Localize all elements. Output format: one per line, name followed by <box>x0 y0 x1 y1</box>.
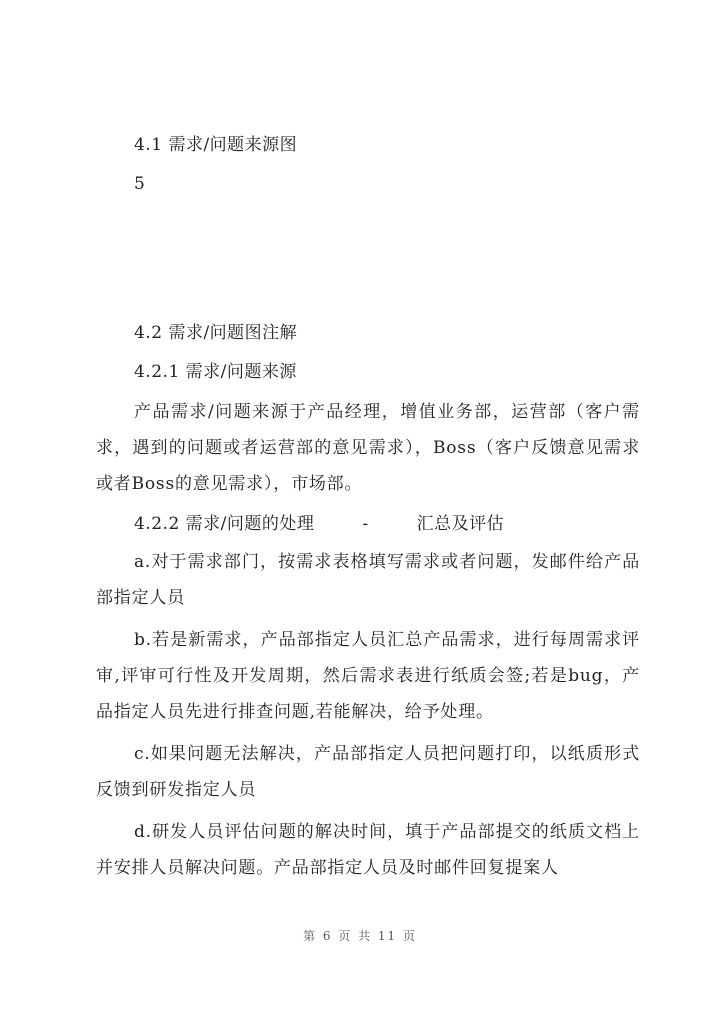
section-heading: 4.2 需求/问题图注解 <box>134 323 298 343</box>
list-item: a.对于需求部门，按需求表格填写需求或者问题，发邮件给产品部指定人员 <box>96 552 640 608</box>
paragraph-sources: 产品需求/问题来源于产品经理，增值业务部，运营部（客户需求，遇到的问题或者运营部的意见需求），Boss（客户反馈意见需求或者Boss的意见需求），市场部。 <box>96 402 640 494</box>
subsection-heading-processing <box>134 513 504 535</box>
page-footer: 第 6 页 共 11 页 <box>303 929 417 943</box>
subsection-heading-sources: 4.2.1 需求/问题来源 <box>134 362 297 382</box>
subsection-heading-processing-suffix: 汇总及评估 <box>416 514 505 534</box>
list-item: c.如果问题无法解决，产品部指定人员把问题打印，以纸质形式反馈到研发指定人员 <box>96 744 640 800</box>
list-item: b.若是新需求，产品部指定人员汇总产品需求，进行每周需求评审,评审可行性及开发周期，然后需求表进行纸质会签;若是bug，产品指定人员先进行排查问题,若能解决，给予处理。 <box>96 630 640 722</box>
figure-number: 5 <box>134 174 146 194</box>
heading-dash: - <box>362 514 369 534</box>
list-item: d.研发人员评估问题的解决时间，填于产品部提交的纸质文档上并安排人员解决问题。产品部指定人员及时邮件回复提案人 <box>96 822 640 878</box>
figure-caption: 4.1 需求/问题来源图 <box>134 135 298 155</box>
subsection-heading-processing-label: 4.2.2 需求/问题的处理 <box>134 514 315 534</box>
